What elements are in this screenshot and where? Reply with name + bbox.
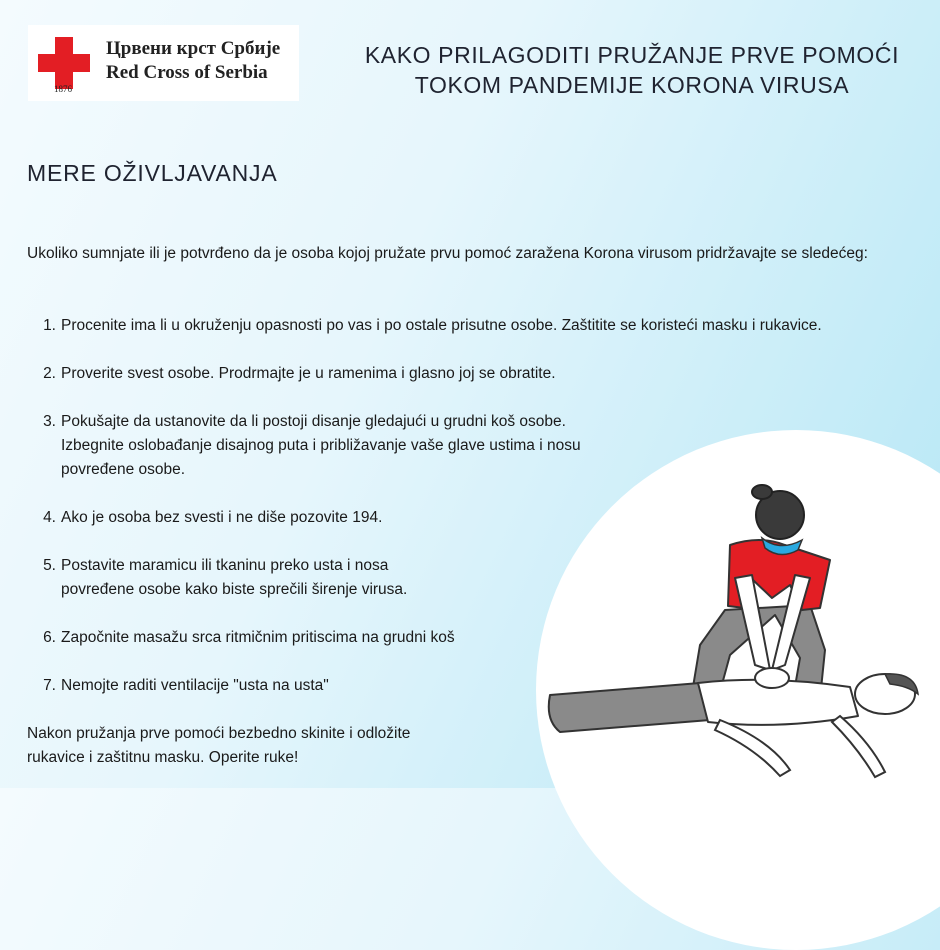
red-cross-icon [38,37,90,89]
step-text-line: Nemojte raditi ventilacije "usta na usta" [61,677,329,694]
step-text-line: povređene osobe. [61,461,186,478]
step-text-line: Proverite svest osobe. Prodrmajte je u ramenima i glasno joj se obratite. [61,365,556,382]
step-number: 1. [43,317,56,334]
step-number: 4. [43,509,56,526]
logo-name-cyrillic: Црвени крст Србије [106,38,281,59]
step-text-line: Pokušajte da ustanovite da li postoji disanje gledajući u grudni koš osobe. [61,413,566,430]
step-item [27,314,927,338]
rescuer-hair-bun [752,485,772,499]
step-text [61,314,822,338]
step-text-line: Postavite maramicu ili tkaninu preko usta i nosa [61,557,389,574]
step-text [61,674,329,698]
step-number: 3. [43,413,56,430]
closing-paragraph [27,722,487,770]
step-text [61,362,556,386]
step-text-line: Započnite masažu srca ritmičnim pritiscima na grudni koš [61,629,455,646]
closing-line-2: rukavice i zaštitnu masku. Operite ruke! [27,749,299,766]
closing-line-1: Nakon pružanja prve pomoći bezbedno skinite i odložite [27,725,411,742]
step-text [61,410,581,482]
step-number: 6. [43,629,56,646]
step-number: 2. [43,365,56,382]
step-text-line: povređene osobe kako biste sprečili širenje virusa. [61,581,408,598]
intro-paragraph: Ukoliko sumnjate ili je potvrđeno da je osoba kojoj pružate prvu pomoć zaražena Korona virusom pridržavajte se sledećeg: [27,245,868,262]
logo-name-latin: Red Cross of Serbia [106,62,268,83]
title-line-2: TOKOM PANDEMIJE KORONA VIRUSA [414,72,850,98]
logo-year: 1876 [54,84,72,94]
step-text [61,626,455,650]
step-text-line: Izbegnite oslobađanje disajnog puta i približavanje vaše glave ustima i nosu [61,437,581,454]
patient-arm [715,720,790,776]
rescuer-hands [755,668,789,688]
page-title [330,40,934,100]
patient-legs [549,683,710,732]
cpr-illustration [540,480,940,788]
step-text [61,506,382,530]
patient-arm-far [832,716,885,777]
title-line-1: KAKO PRILAGODITI PRUŽANJE PRVE POMOĆI [364,42,900,68]
step-text-line: Procenite ima li u okruženju opasnosti po vas i po ostale prisutne osobe. Zaštitite se koristeći masku i rukavice. [61,317,822,334]
section-heading: MERE OŽIVLJAVANJA [27,160,278,186]
step-number: 5. [43,557,56,574]
step-text [61,554,407,602]
step-text-line: Ako je osoba bez svesti i ne diše pozovite 194. [61,509,383,526]
step-number: 7. [43,677,56,694]
step-item [27,410,927,482]
step-item [27,362,927,386]
red-cross-logo [28,25,299,101]
